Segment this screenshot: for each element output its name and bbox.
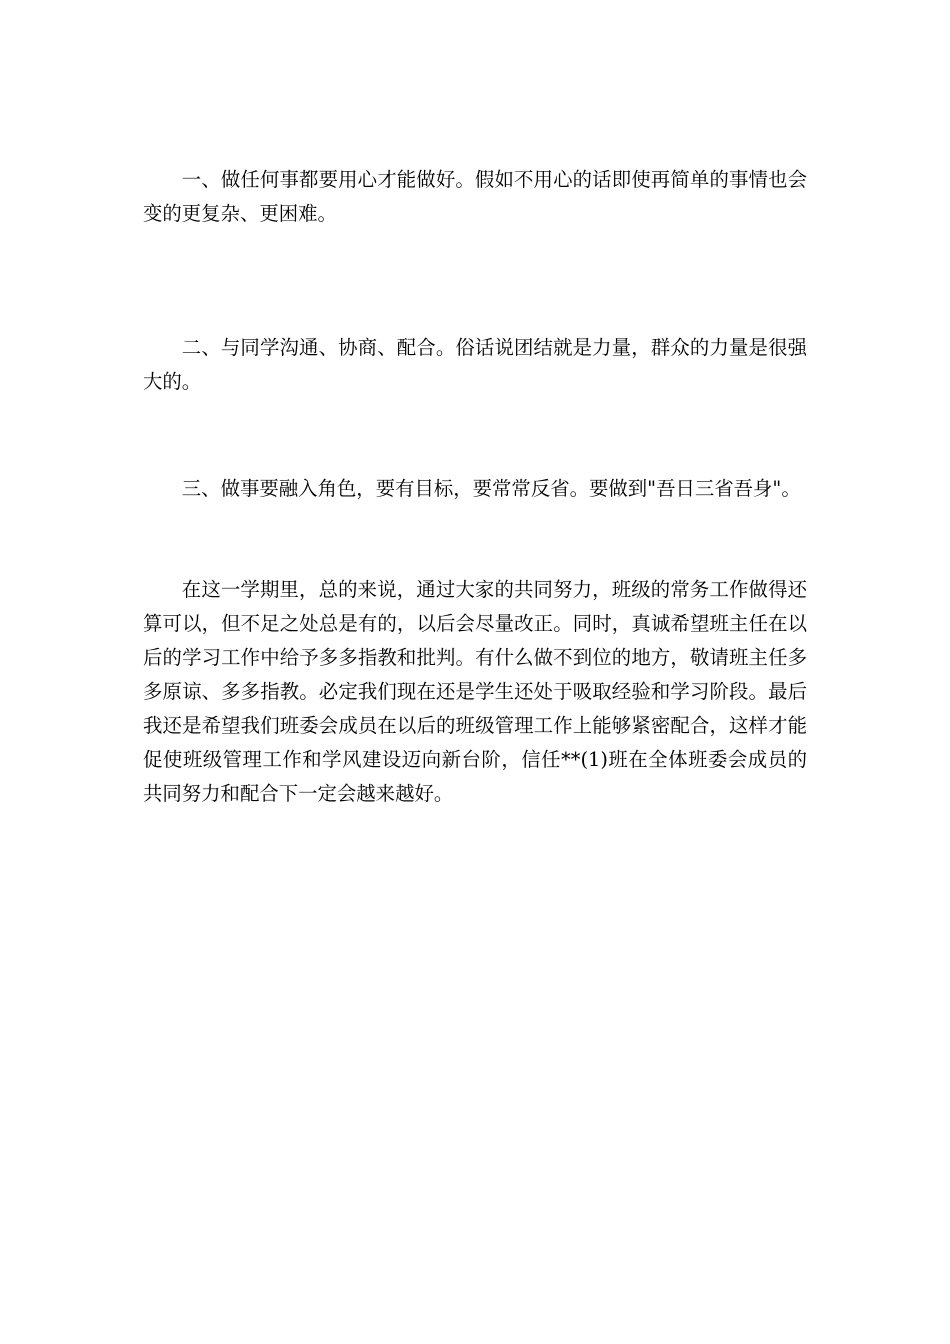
paragraph-point-three: 三、做事要融入角色，要有目标，要常常反省。要做到"吾日三省吾身"。 <box>181 477 801 500</box>
paragraph-point-one: 一、做任何事都要用心才能做好。假如不用心的话即使再简单的事情也会变的更复杂、更困难。 <box>143 168 807 225</box>
paragraph-summary: 在这一学期里，总的来说，通过大家的共同努力，班级的常务工作做得还算可以，但不足之处总是有的，以后会尽量改正。同时，真诚希望班主任在以后的学习工作中给予多多指教和批判。有什么做不到位的地方，敬请班主任多多原谅、多多指教。必定我们现在还是学生还处于吸取经验和学习阶段。最后我还是希望我们班委会成员在以后的班级管理工作上能够紧密配合，这样才能促使班级管理工作和学风建设迈向新台阶，信任**(1)班在全体班委会成员的共同努力和配合下一定会越来越好。 <box>143 578 807 805</box>
paragraph-point-two: 二、与同学沟通、协商、配合。俗话说团结就是力量，群众的力量是很强大的。 <box>143 336 807 393</box>
